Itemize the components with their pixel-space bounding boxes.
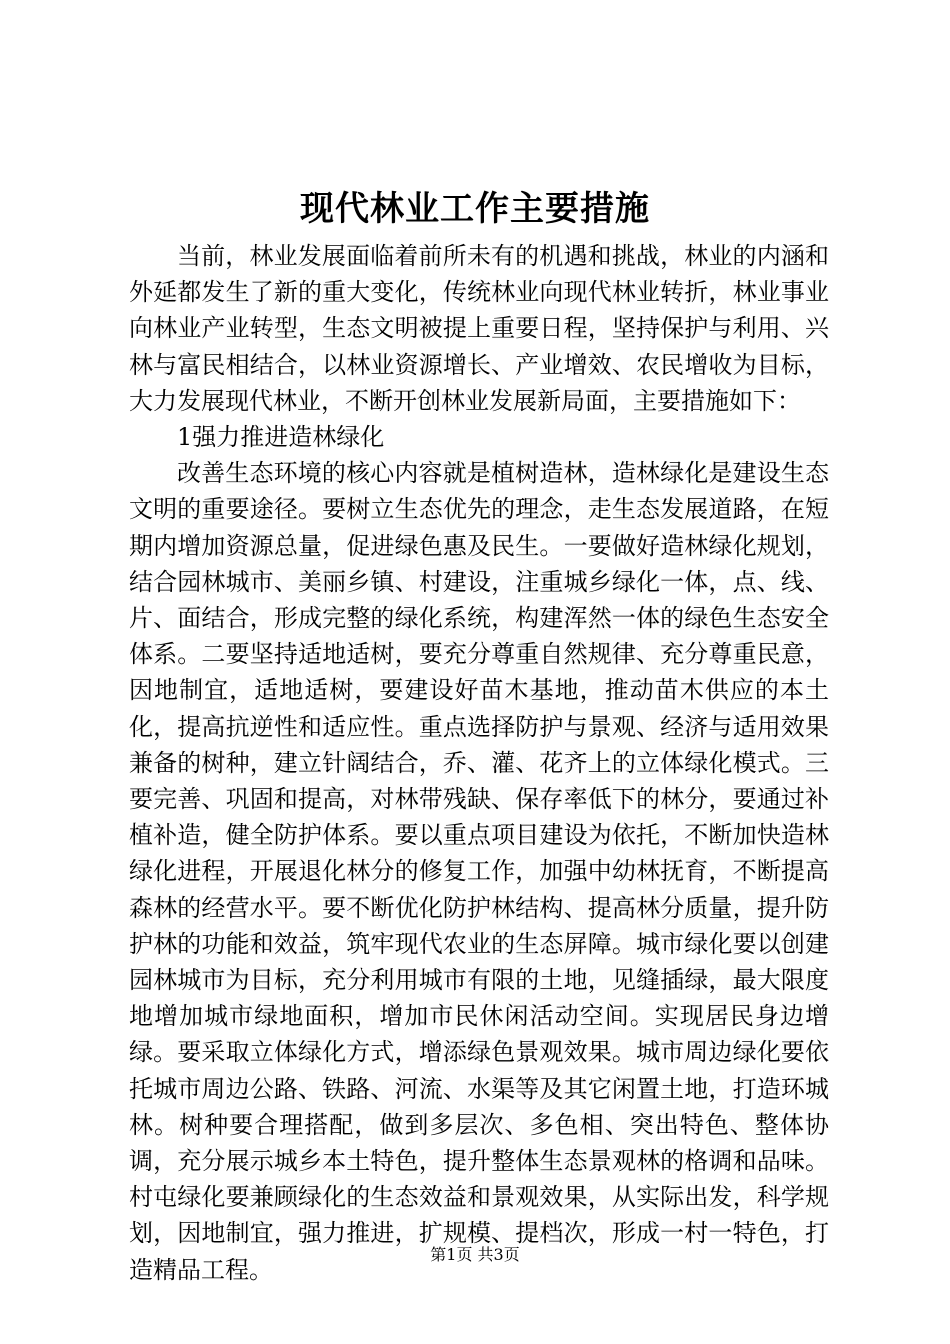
intro-paragraph: 当前，林业发展面临着前所未有的机遇和挑战，林业的内涵和外延都发生了新的重大变化，传统林业向现代林业转折，林业事业向林业产业转型，生态文明被提上重要日程，坚持保护与利用、兴林与富民相结合，以林业资源增长、产业增效、农民增收为目标，大力发展现代林业，不断开创林业发展新局面，主要措施如下： bbox=[129, 242, 829, 415]
section-heading: 1强力推进造林绿化 bbox=[177, 423, 385, 452]
page-number: 第1页 共3页 bbox=[430, 1245, 520, 1264]
document-body bbox=[129, 238, 829, 1288]
page-title: 现代林业工作主要措施 bbox=[300, 189, 650, 229]
section-paragraph: 改善生态环境的核心内容就是植树造林，造林绿化是建设生态文明的重要途径。要树立生态优先的理念，走生态发展道路，在短期内增加资源总量，促进绿色惠及民生。一要做好造林绿化规划，结合园林城市、美丽乡镇、村建设，注重城乡绿化一体，点、线、片、面结合，形成完整的绿化系统，构建浑然一体的绿色生态安全体系。二要坚持适地适树，要充分尊重自然规律、充分尊重民意，因地制宜，适地适树，要建设好苗木基地，推动苗木供应的本土化，提高抗逆性和适应性。重点选择防护与景观、经济与适用效果兼备的树种，建立针阔结合，乔、灌、花齐上的立体绿化模式。三要完善、巩固和提高，对林带残缺、保存率低下的林分，要通过补植补造，健全防护体系。要以重点项目建设为依托，不断加快造林绿化进程，开展退化林分的修复工作，加强中幼林抚育，不断提高森林的经营水平。要不断优化防护林结构、提高林分质量，提升防护林的功能和效益，筑牢现代农业的生态屏障。城市绿化要以创建园林城市为目标，充分利用城市有限的土地，见缝插绿，最大限度地增加城市绿地面积，增加市民休闲活动空间。实现居民身边增绿。要采取立体绿化方式，增添绿色景观效果。城市周边绿化要依托城市周边公路、铁路、河流、水渠等及其它闲置土地，打造环城林。树种要合理搭配，做到多层次、多色相、突出特色、整体协调，充分展示城乡本土特色，提升整体生态景观林的格调和品味。村屯绿化要兼顾绿化的生态效益和景观效果，从实际出发，科学规划，因地制宜，强力推进，扩规模、提档次，形成一村一特色，打造精品工程。 bbox=[129, 459, 829, 1284]
